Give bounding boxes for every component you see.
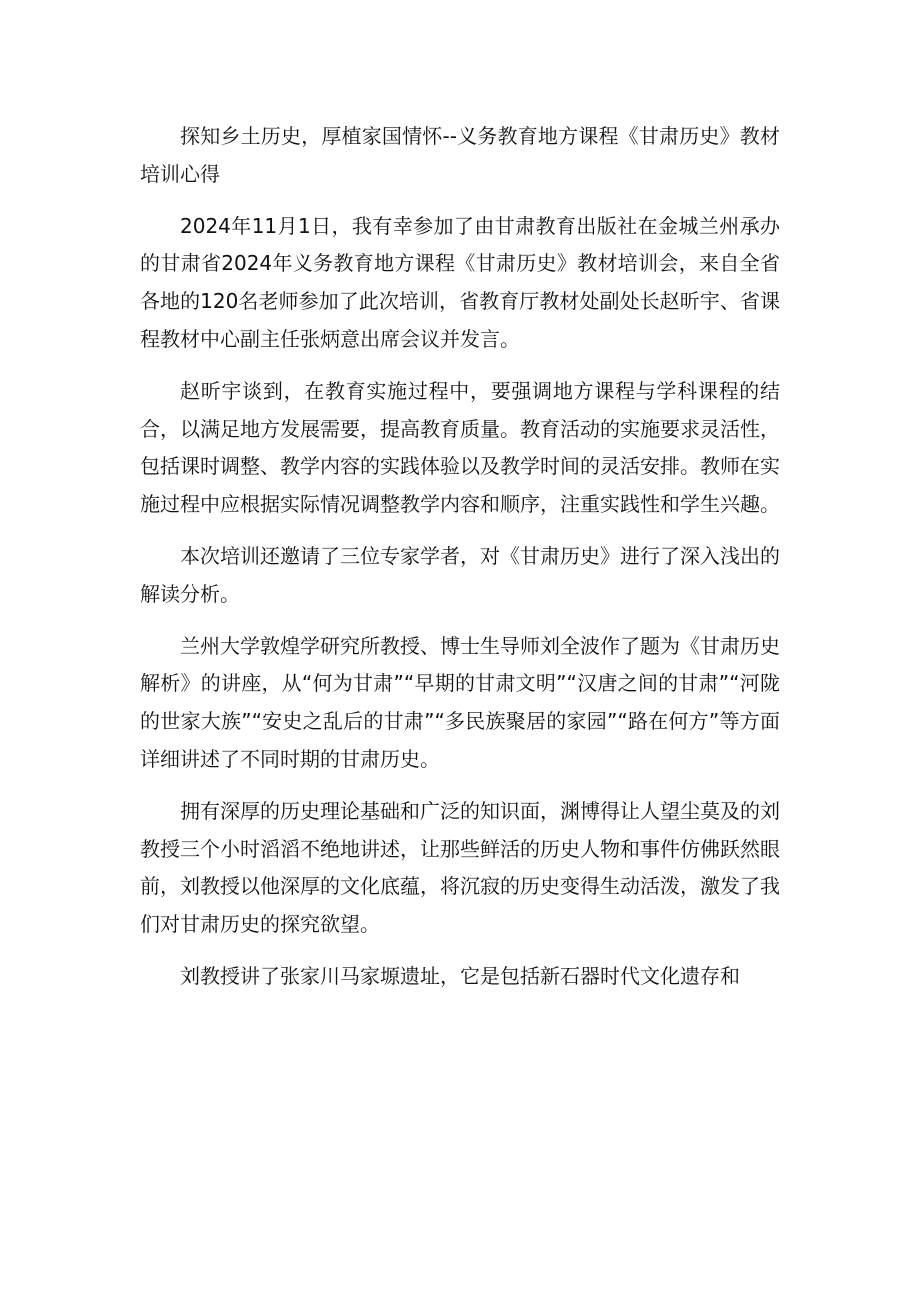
paragraph-6: 刘教授讲了张家川马家塬遗址，它是包括新石器时代文化遗存和	[180, 963, 740, 988]
document-body	[140, 118, 780, 1010]
paragraph-3: 本次培训还邀请了三位专家学者，对《甘肃历史》进行了深入浅出的解读分析。	[140, 543, 780, 606]
paragraph-2: 赵昕宇谈到，在教育实施过程中，要强调地方课程与学科课程的结合，以满足地方发展需要，提高教育质量。教育活动的实施要求灵活性，包括课时调整、教学内容的实践体验以及教学时间的灵活安排。教师在实施过程中应根据实际情况调整教学内容和顺序，注重实践性和学生兴趣。	[140, 378, 780, 517]
paragraph-1: 2024年11月1日，我有幸参加了由甘肃教育出版社在金城兰州承办的甘肃省2024年义务教育地方课程《甘肃历史》教材培训会，来自全省各地的120名老师参加了此次培训，省教育厅教材处副处长赵昕宇、省课程教材中心副主任张炳意出席会议并发言。	[140, 213, 780, 351]
paragraph-5: 拥有深厚的历史理论基础和广泛的知识面，渊博得让人望尘莫及的刘教授三个小时滔滔不绝地讲述，让那些鲜活的历史人物和事件仿佛跃然眼前，刘教授以他深厚的文化底蕴，将沉寂的历史变得生动活泼，激发了我们对甘肃历史的探究欲望。	[140, 798, 780, 937]
paragraph-4: 兰州大学敦煌学研究所教授、博士生导师刘全波作了题为《甘肃历史解析》的讲座，从“何为甘肃”“早期的甘肃文明”“汉唐之间的甘肃”“河陇的世家大族”“安史之乱后的甘肃”“多民族聚居的家园”“路在何方”等方面详细讲述了不同时期的甘肃历史。	[140, 633, 780, 771]
document-title: 探知乡土历史，厚植家国情怀--义务教育地方课程《甘肃历史》教材培训心得	[140, 124, 780, 186]
